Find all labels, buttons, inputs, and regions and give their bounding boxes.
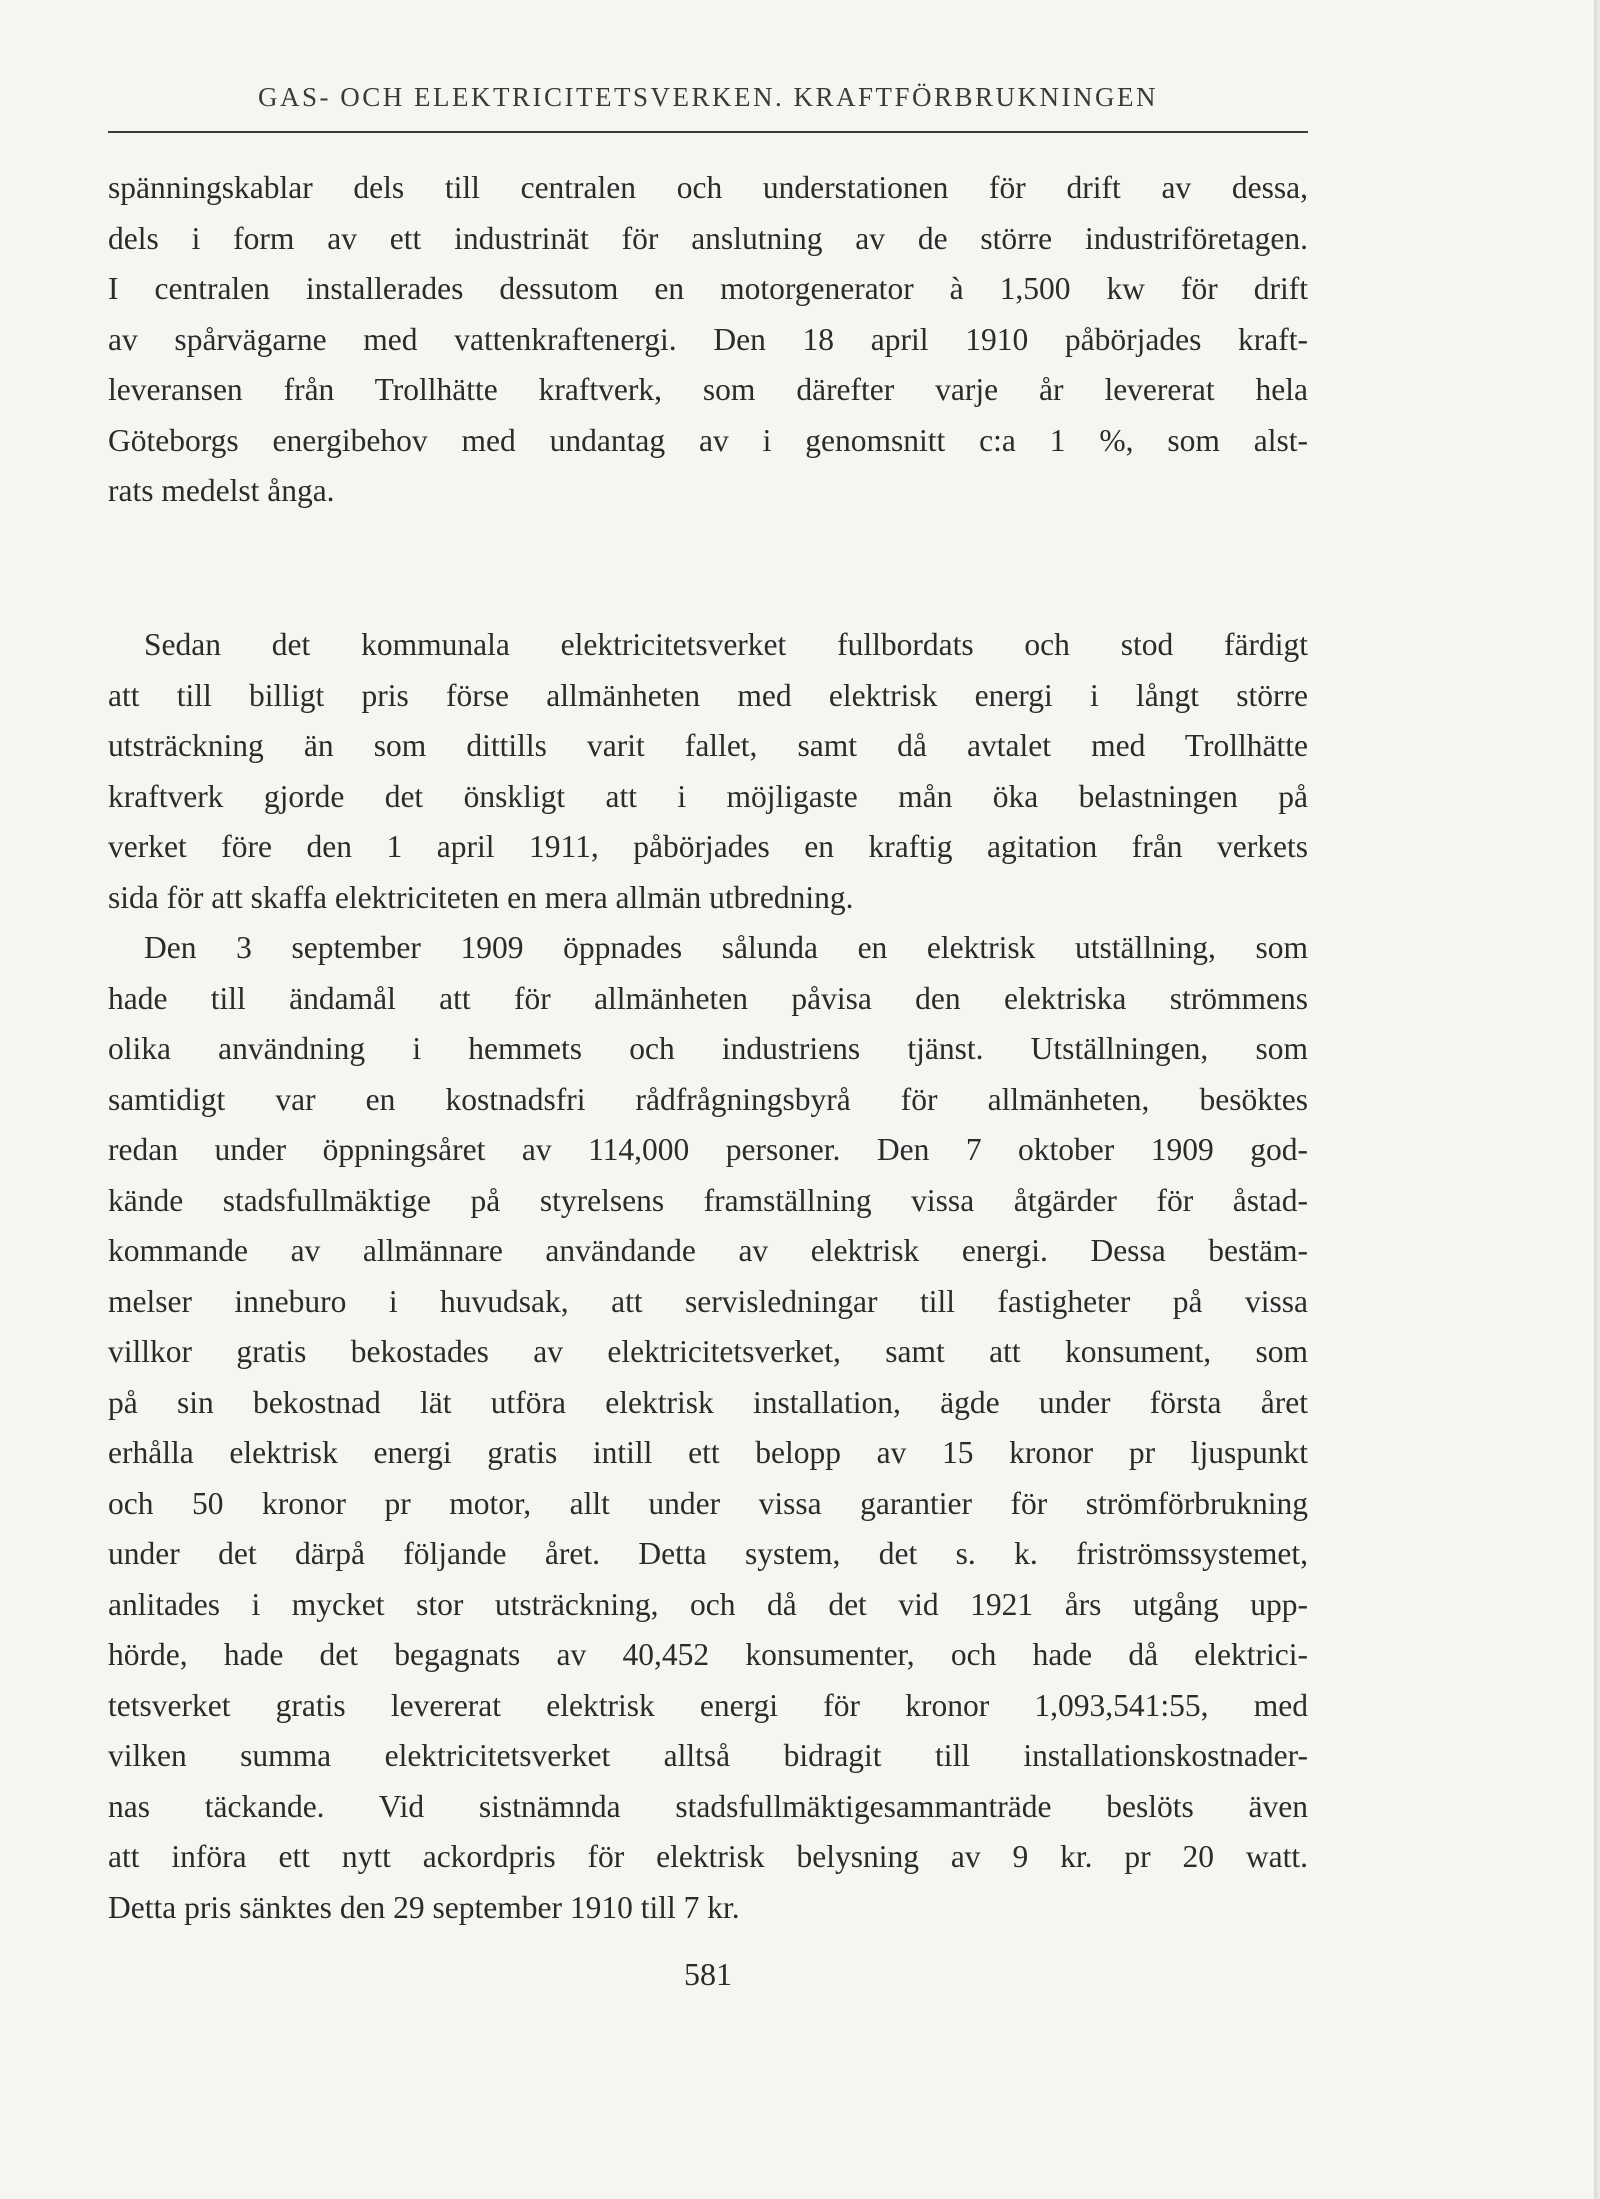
text-line: att till billigt pris förse allmänheten med elektrisk energi i långt större <box>108 677 1308 713</box>
text-line: och 50 kronor pr motor, allt under vissa garantier för strömförbrukning <box>108 1485 1308 1521</box>
text-line: på sin bekostnad lät utföra elektrisk installation, ägde under första året <box>108 1384 1308 1420</box>
text-line: dels i form av ett industrinät för anslutning av de större industriföretagen. <box>108 220 1308 256</box>
header-rule <box>108 131 1308 133</box>
text-line: tetsverket gratis levererat elektrisk energi för kronor 1,093,541:55, med <box>108 1687 1308 1723</box>
text-line: I centralen installerades dessutom en motorgenerator à 1,500 kw för drift <box>108 271 1308 306</box>
text-line: utsträckning än som dittills varit fallet, samt då avtalet med Trollhätte <box>108 728 1308 763</box>
text-line: melser inneburo i huvudsak, att servisledningar till fastigheter på vissa <box>108 1283 1308 1319</box>
text-line: att införa ett nytt ackordpris för elektrisk belysning av 9 kr. pr 20 watt. <box>108 1839 1308 1874</box>
text-line: villkor gratis bekostades av elektricitetsverket, samt att konsument, som <box>108 1334 1308 1369</box>
text-line: Den 3 september 1909 öppnades sålunda en elektrisk utställning, som <box>144 930 1308 965</box>
text-line: Göteborgs energibehov med undantag av i genomsnitt c:a 1 %, som alst- <box>108 422 1308 458</box>
text-line: nas täckande. Vid sistnämnda stadsfullmäktigesammanträde beslöts även <box>108 1788 1308 1824</box>
text-line: redan under öppningsåret av 114,000 personer. Den 7 oktober 1909 god- <box>108 1132 1308 1167</box>
text-line: olika användning i hemmets och industriens tjänst. Utställningen, som <box>108 1031 1308 1066</box>
text-line: samtidigt var en kostnadsfri rådfrågningsbyrå för allmänheten, besöktes <box>108 1081 1308 1117</box>
text-line: leveransen från Trollhätte kraftverk, som därefter varje år levererat hela <box>108 372 1308 407</box>
page-number: 581 <box>684 1956 732 1992</box>
text-line: kommande av allmännare användande av elektrisk energi. Dessa bestäm- <box>108 1233 1308 1268</box>
running-header: GAS- OCH ELEKTRICITETSVERKEN. KRAFTFÖRBRUKNINGEN <box>258 82 1158 112</box>
paragraph-2 <box>108 620 1308 923</box>
text-line: vilken summa elektricitetsverket alltså bidragit till installationskostnader- <box>108 1738 1308 1773</box>
text-line: hörde, hade det begagnats av 40,452 konsumenter, och hade då elektrici- <box>108 1637 1308 1672</box>
text-line: kraftverk gjorde det önskligt att i möjligaste mån öka belastningen på <box>108 778 1308 814</box>
text-line: av spårvägarne med vattenkraftenergi. Den 18 april 1910 påbörjades kraft- <box>108 321 1308 357</box>
text-block-top <box>108 163 1308 517</box>
text-line: under det därpå följande året. Detta system, det s. k. friströmssystemet, <box>108 1536 1308 1571</box>
paragraph-3 <box>108 923 1308 1933</box>
page-edge-shadow <box>1594 0 1600 2199</box>
text-line: Detta pris sänktes den 29 september 1910 till 7 kr. <box>108 1889 740 1925</box>
text-line: rats medelst ånga. <box>108 473 335 508</box>
text-line: anlitades i mycket stor utsträckning, och då det vid 1921 års utgång upp- <box>108 1586 1308 1622</box>
text-line: spänningskablar dels till centralen och understationen för drift av dessa, <box>108 170 1308 205</box>
text-line: sida för att skaffa elektriciteten en mera allmän utbredning. <box>108 879 854 915</box>
paragraph-1 <box>108 163 1308 517</box>
text-line: verket före den 1 april 1911, påbörjades en kraftig agitation från verkets <box>108 829 1308 864</box>
text-line: kände stadsfullmäktige på styrelsens framställning vissa åtgärder för åstad- <box>108 1182 1308 1218</box>
text-line: hade till ändamål att för allmänheten påvisa den elektriska strömmens <box>108 980 1308 1016</box>
text-line: erhålla elektrisk energi gratis intill ett belopp av 15 kronor pr ljuspunkt <box>108 1435 1308 1470</box>
text-line: Sedan det kommunala elektricitetsverket fullbordats och stod färdigt <box>144 627 1308 662</box>
text-block-main <box>108 620 1308 1933</box>
